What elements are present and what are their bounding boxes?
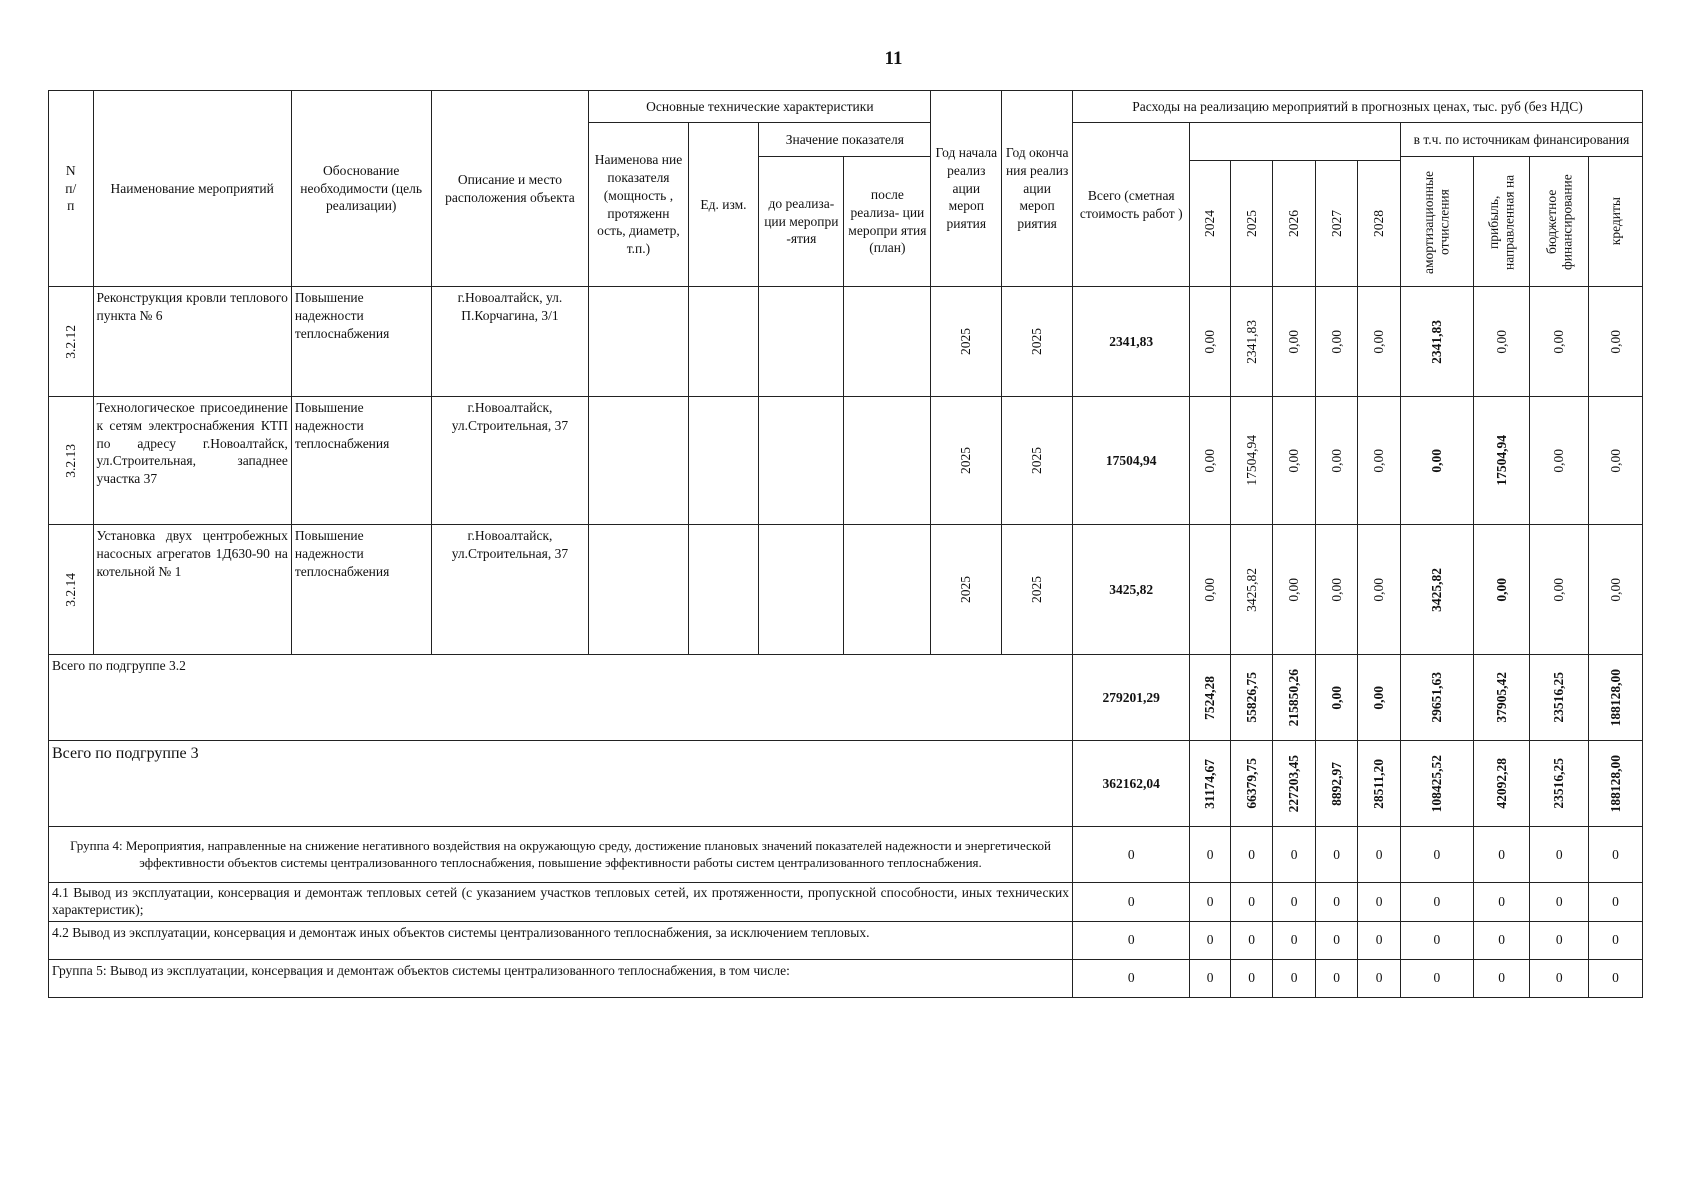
row-start: 2025 [931,397,1002,525]
subtotal-source-value: 23516,25 [1530,741,1589,827]
header-name: Наименование мероприятий [93,91,291,287]
row-number: 3.2.12 [49,287,94,397]
group-year-value: 0 [1230,921,1273,959]
row-location: г.Новоалтайск, ул. П.Корчагина, 3/1 [431,287,589,397]
subtotal-label: Всего по подгруппе 3.2 [49,655,1073,741]
row-basis: Повышение надежности теплоснабжения [291,525,431,655]
row-before [759,397,844,525]
header-total: Всего (сметная стоимость работ ) [1073,123,1190,287]
row-start: 2025 [931,525,1002,655]
group-total: 0 [1073,921,1190,959]
group-source-value: 0 [1589,827,1643,883]
table-row [49,287,1643,397]
subtotal-year-value: 7524,28 [1190,655,1230,741]
header-year: 2028 [1358,161,1401,287]
group-year-value: 0 [1273,827,1316,883]
header-year-end: Год оконча ния реализ ации мероп риятия [1002,91,1073,287]
group-source-value: 0 [1530,883,1589,922]
row-end: 2025 [1002,397,1073,525]
row-year-value: 17504,94 [1230,397,1273,525]
group-year-value: 0 [1273,959,1316,997]
row-end: 2025 [1002,287,1073,397]
row-source-value: 3425,82 [1400,525,1473,655]
group-year-value: 0 [1230,827,1273,883]
row-year-value: 3425,82 [1230,525,1273,655]
row-location: г.Новоалтайск, ул.Строительная, 37 [431,397,589,525]
header-location: Описание и место расположения объекта [431,91,589,287]
row-number: 3.2.13 [49,397,94,525]
row-unit [688,287,759,397]
row-source-value: 0,00 [1473,525,1530,655]
header-years-group [1190,123,1400,161]
row-start: 2025 [931,287,1002,397]
group-row [49,959,1643,997]
subtotal-label: Всего по подгруппе 3 [49,741,1073,827]
row-indicator-name [589,525,688,655]
table-row [49,525,1643,655]
header-costs: Расходы на реализацию мероприятий в прогнозных ценах, тыс. руб (без НДС) [1073,91,1643,123]
subtotal-source-value: 29651,63 [1400,655,1473,741]
row-basis: Повышение надежности теплоснабжения [291,287,431,397]
group-source-value: 0 [1589,921,1643,959]
row-source-value: 0,00 [1530,397,1589,525]
group-source-value: 0 [1530,921,1589,959]
group-source-value: 0 [1473,827,1530,883]
subtotal-source-value: 37905,42 [1473,655,1530,741]
group-year-value: 0 [1315,827,1358,883]
row-end: 2025 [1002,525,1073,655]
subtotal-total: 279201,29 [1073,655,1190,741]
subtotal-year-value: 0,00 [1358,655,1401,741]
group-label: 4.2 Вывод из эксплуатации, консервация и демонтаж иных объектов системы централизованного теплоснабжения, за исключением тепловых. [49,921,1073,959]
row-year-value: 0,00 [1358,525,1401,655]
subtotal-source-value: 23516,25 [1530,655,1589,741]
row-source-value: 2341,83 [1400,287,1473,397]
subtotal-source-value: 108425,52 [1400,741,1473,827]
group-row [49,921,1643,959]
row-year-value: 0,00 [1273,525,1316,655]
group-year-value: 0 [1358,883,1401,922]
investment-program-table [48,90,1643,998]
subtotal-year-value: 0,00 [1315,655,1358,741]
row-total: 17504,94 [1073,397,1190,525]
header-indicator-name: Наименова ние показателя (мощность , протяженн ость, диаметр, т.п.) [589,123,688,287]
page-number: 11 [884,48,903,69]
group-label: 4.1 Вывод из эксплуатации, консервация и демонтаж тепловых сетей (с указанием участков тепловых сетей, их протяженности, пропускной способности, иных технических характеристик); [49,883,1073,922]
row-source-value: 0,00 [1530,287,1589,397]
header-tech: Основные технические характеристики [589,91,931,123]
group-label: Группа 5: Вывод из эксплуатации, консервация и демонтаж объектов системы централизованного теплоснабжения, в том числе: [49,959,1073,997]
group-year-value: 0 [1190,959,1230,997]
row-after [844,525,931,655]
row-source-value: 0,00 [1589,287,1643,397]
row-total: 3425,82 [1073,525,1190,655]
group-source-value: 0 [1530,959,1589,997]
group-year-value: 0 [1358,959,1401,997]
header-num: N п/ п [49,91,94,287]
group-source-value: 0 [1589,959,1643,997]
row-year-value: 2341,83 [1230,287,1273,397]
row-number: 3.2.14 [49,525,94,655]
header-year: 2026 [1273,161,1316,287]
subtotal-year-value: 8892,97 [1315,741,1358,827]
row-year-value: 0,00 [1315,525,1358,655]
subtotal-source-value: 188128,00 [1589,655,1643,741]
group-year-value: 0 [1190,883,1230,922]
row-after [844,287,931,397]
row-location: г.Новоалтайск, ул.Строительная, 37 [431,525,589,655]
header-source-4: кредиты [1589,157,1643,287]
group-year-value: 0 [1315,883,1358,922]
group-year-value: 0 [1315,921,1358,959]
group-year-value: 0 [1358,921,1401,959]
group-source-value: 0 [1400,827,1473,883]
header-year: 2027 [1315,161,1358,287]
group-source-value: 0 [1473,921,1530,959]
header-source-1: амортизационные отчисления [1400,157,1473,287]
header-year: 2025 [1230,161,1273,287]
group-total: 0 [1073,883,1190,922]
group-source-value: 0 [1400,883,1473,922]
group-source-value: 0 [1530,827,1589,883]
table-row [49,397,1643,525]
header-basis: Обоснование необходимости (цель реализации) [291,91,431,287]
group-year-value: 0 [1230,959,1273,997]
row-source-value: 0,00 [1400,397,1473,525]
group-year-value: 0 [1190,921,1230,959]
row-year-value: 0,00 [1273,397,1316,525]
header-source-2: прибыль, направленная на [1473,157,1530,287]
row-before [759,525,844,655]
row-basis: Повышение надежности теплоснабжения [291,397,431,525]
subtotal-year-value: 31174,67 [1190,741,1230,827]
row-year-value: 0,00 [1315,397,1358,525]
row-source-value: 0,00 [1589,525,1643,655]
row-name: Технологическое присоединение к сетям электроснабжения КТП по адресу г.Новоалтайск, ул.Строительная, западнее участка 37 [93,397,291,525]
row-year-value: 0,00 [1190,287,1230,397]
row-indicator-name [589,397,688,525]
header-sources: в т.ч. по источникам финансирования [1400,123,1642,157]
subtotal-year-value: 28511,20 [1358,741,1401,827]
row-source-value: 0,00 [1589,397,1643,525]
row-name: Установка двух центробежных насосных агрегатов 1Д630-90 на котельной № 1 [93,525,291,655]
row-year-value: 0,00 [1273,287,1316,397]
group-year-value: 0 [1190,827,1230,883]
row-source-value: 0,00 [1473,287,1530,397]
group-total: 0 [1073,959,1190,997]
row-unit [688,525,759,655]
subtotal-total: 362162,04 [1073,741,1190,827]
row-source-value: 0,00 [1530,525,1589,655]
group-year-value: 0 [1273,921,1316,959]
row-year-value: 0,00 [1358,397,1401,525]
row-after [844,397,931,525]
group-label: Группа 4: Мероприятия, направленные на снижение негативного воздействия на окружающую среду, достижение плановых значений показателей надежности и энергетической эффективности объектов системы централизованного теплоснабжения, повышение эффективности работы систем централизованного теплоснабжения. [49,827,1073,883]
subtotal-row [49,741,1643,827]
row-year-value: 0,00 [1358,287,1401,397]
header-indicator-value: Значение показателя [759,123,931,157]
header-before: до реализа- ции меропри -ятия [759,157,844,287]
header-year: 2024 [1190,161,1230,287]
header-year-start: Год начала реализ ации мероп риятия [931,91,1002,287]
group-year-value: 0 [1358,827,1401,883]
subtotal-row [49,655,1643,741]
subtotal-year-value: 227203,45 [1273,741,1316,827]
group-year-value: 0 [1273,883,1316,922]
group-source-value: 0 [1473,883,1530,922]
header-unit: Ед. изм. [688,123,759,287]
group-source-value: 0 [1400,921,1473,959]
row-year-value: 0,00 [1190,397,1230,525]
row-source-value: 17504,94 [1473,397,1530,525]
subtotal-year-value: 66379,75 [1230,741,1273,827]
row-indicator-name [589,287,688,397]
group-total: 0 [1073,827,1190,883]
row-total: 2341,83 [1073,287,1190,397]
group-row [49,827,1643,883]
subtotal-source-value: 188128,00 [1589,741,1643,827]
row-unit [688,397,759,525]
subtotal-year-value: 215850,26 [1273,655,1316,741]
group-year-value: 0 [1230,883,1273,922]
subtotal-year-value: 55826,75 [1230,655,1273,741]
row-before [759,287,844,397]
group-source-value: 0 [1473,959,1530,997]
row-name: Реконструкция кровли теплового пункта № 6 [93,287,291,397]
header-source-3: бюджетное финансирование [1530,157,1589,287]
group-row [49,883,1643,922]
header-after: после реализа- ции меропри ятия (план) [844,157,931,287]
group-source-value: 0 [1589,883,1643,922]
row-year-value: 0,00 [1315,287,1358,397]
group-source-value: 0 [1400,959,1473,997]
row-year-value: 0,00 [1190,525,1230,655]
group-year-value: 0 [1315,959,1358,997]
header-row [49,91,1643,123]
subtotal-source-value: 42092,28 [1473,741,1530,827]
